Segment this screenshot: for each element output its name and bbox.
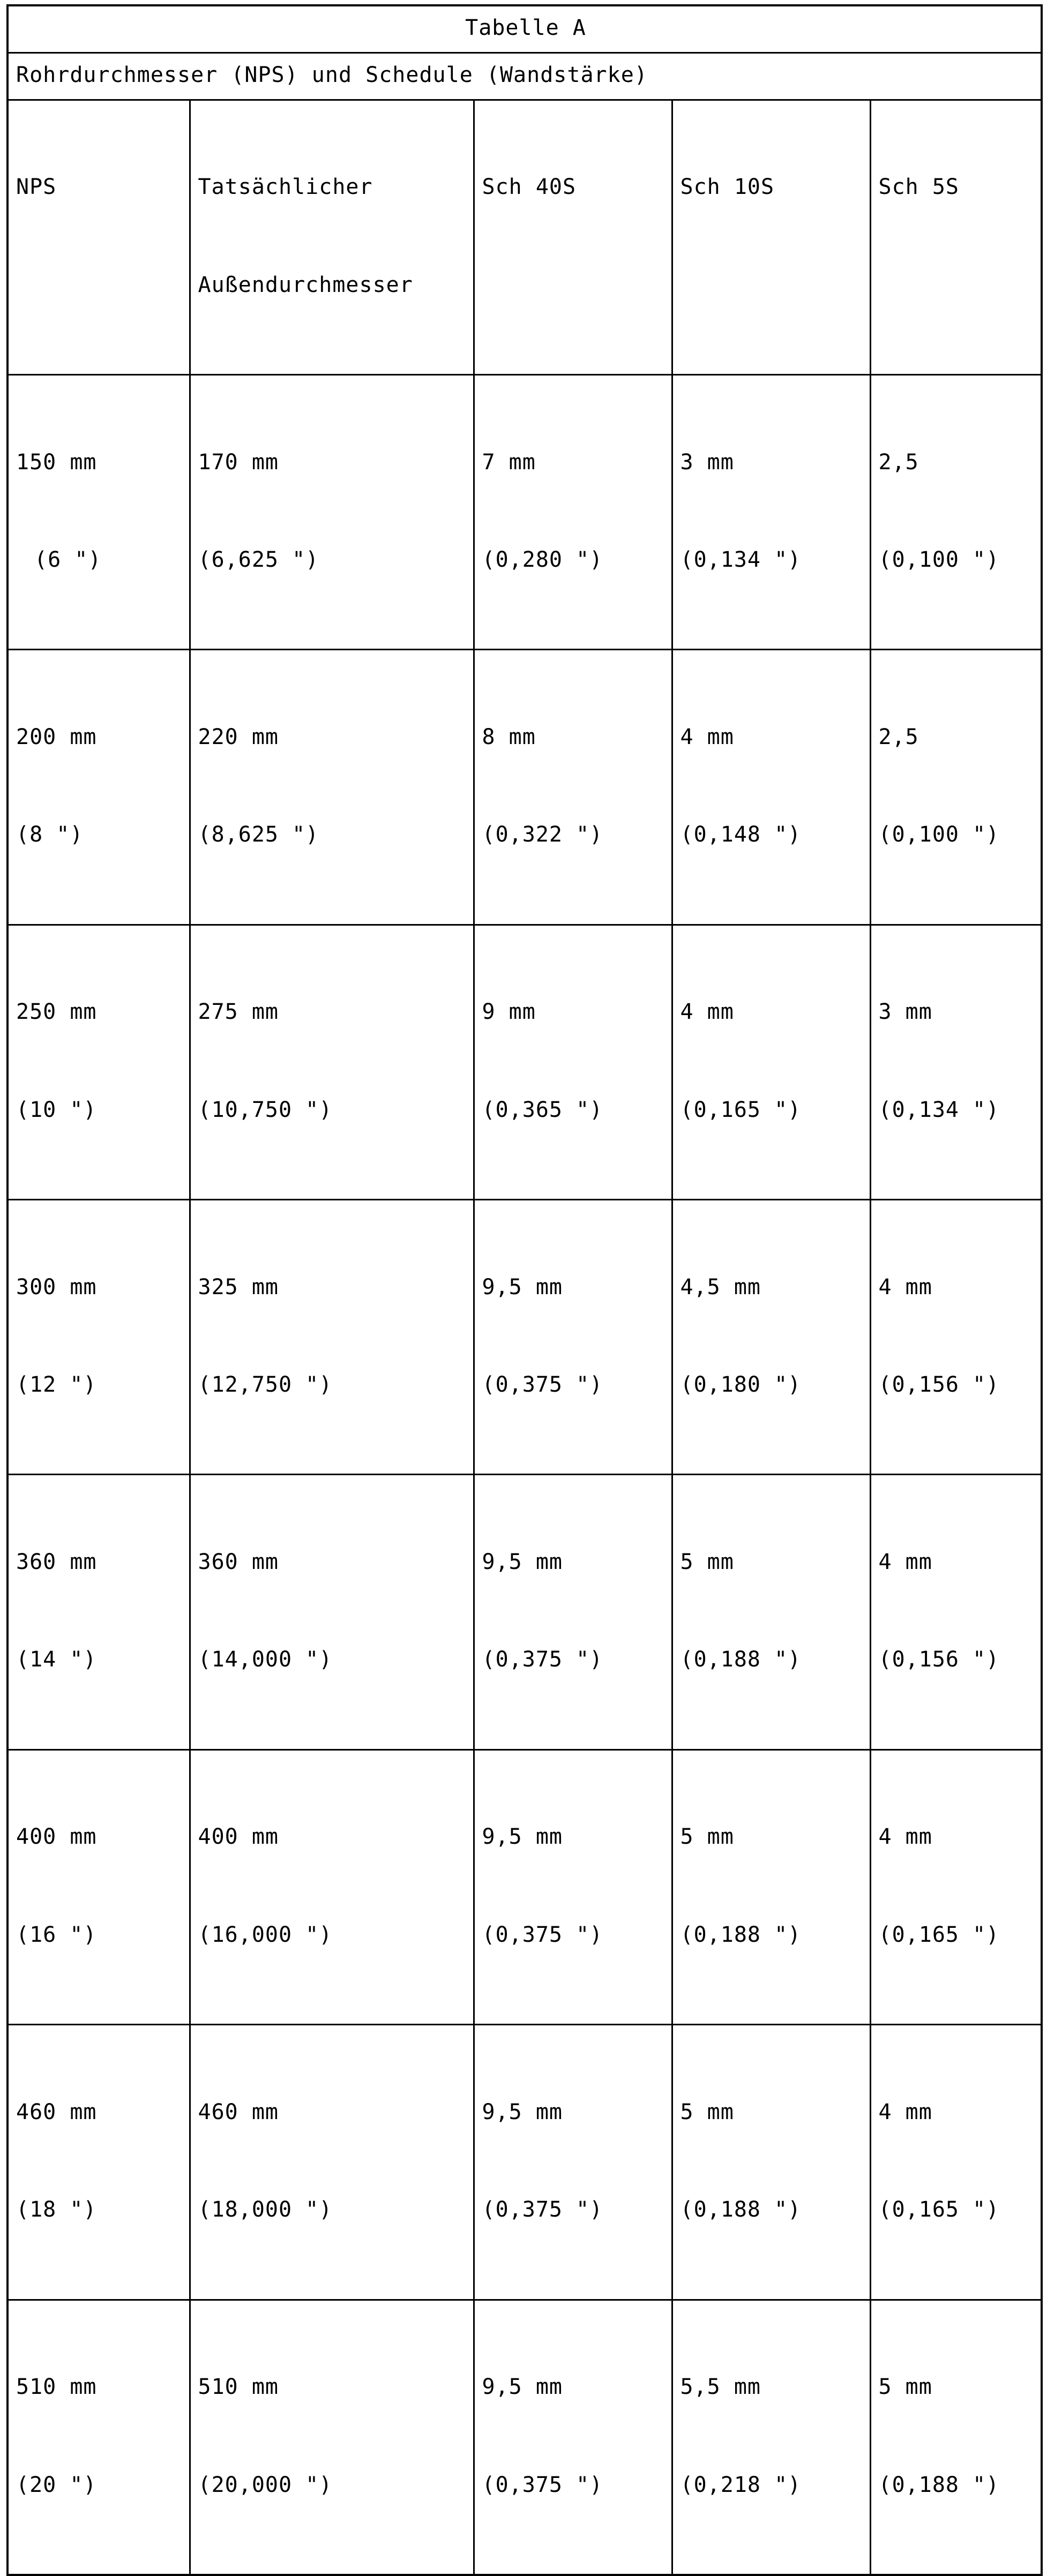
cell-od-in: (10,750 ")	[198, 1097, 333, 1122]
cell-sch40s-mm: 9,5 mm	[482, 1550, 563, 1575]
cell-od-in: (8,625 ")	[198, 822, 319, 847]
cell-od-in: (6,625 ")	[198, 547, 319, 572]
cell-sch40s-mm: 9,5 mm	[482, 2099, 563, 2124]
cell-sch40s	[474, 1749, 672, 2024]
cell-sch5s-mm: 4 mm	[878, 2099, 932, 2124]
cell-nps-mm: 200 mm	[16, 724, 97, 749]
cell-sch40s-mm: 7 mm	[482, 449, 536, 475]
cell-od	[190, 650, 474, 925]
cell-sch40s	[474, 1200, 672, 1475]
cell-nps	[8, 650, 190, 925]
column-header-sch40s-line1: Sch 40S	[482, 175, 577, 200]
cell-sch10s-mm: 4 mm	[680, 724, 734, 749]
cell-od-mm: 460 mm	[198, 2099, 279, 2124]
cell-sch40s-in: (0,375 ")	[482, 2197, 603, 2222]
cell-nps-mm: 360 mm	[16, 1550, 97, 1575]
cell-nps	[8, 1475, 190, 1749]
cell-nps-mm: 250 mm	[16, 1000, 97, 1025]
cell-sch40s-in: (0,375 ")	[482, 1922, 603, 1947]
cell-sch10s	[672, 1475, 870, 1749]
cell-sch5s	[870, 2025, 1042, 2300]
column-header-sch5s-line1: Sch 5S	[878, 175, 959, 200]
cell-sch5s-mm: 2,5	[878, 724, 919, 749]
column-header-sch40s	[474, 100, 672, 374]
cell-nps-in: (14 ")	[16, 1647, 97, 1672]
cell-sch10s-in: (0,134 ")	[680, 547, 802, 572]
column-header-nps-line1: NPS	[16, 175, 57, 200]
cell-od-mm: 170 mm	[198, 449, 279, 475]
cell-sch40s-in: (0,365 ")	[482, 1097, 603, 1122]
column-header-outer-diameter	[190, 100, 474, 374]
cell-sch5s-mm: 4 mm	[878, 1274, 932, 1300]
cell-sch40s-mm: 9,5 mm	[482, 1824, 563, 1850]
cell-sch10s-mm: 5,5 mm	[680, 2375, 761, 2400]
cell-sch5s-in: (0,156 ")	[878, 1372, 1000, 1398]
cell-sch10s	[672, 1200, 870, 1475]
table-row	[8, 2300, 1042, 2575]
cell-sch10s-mm: 3 mm	[680, 449, 734, 475]
column-header-sch10s-line1: Sch 10S	[680, 175, 775, 200]
column-header-sch10s	[672, 100, 870, 374]
cell-sch5s-mm: 5 mm	[878, 2375, 932, 2400]
cell-sch10s-mm: 5 mm	[680, 1824, 734, 1850]
cell-od-in: (16,000 ")	[198, 1922, 333, 1947]
cell-sch10s-in: (0,148 ")	[680, 822, 802, 847]
cell-od-in: (20,000 ")	[198, 2472, 333, 2497]
cell-nps-mm: 300 mm	[16, 1274, 97, 1300]
cell-od	[190, 2300, 474, 2575]
cell-sch40s-mm: 9,5 mm	[482, 2375, 563, 2400]
table-row	[8, 925, 1042, 1199]
table-row	[8, 374, 1042, 649]
cell-sch40s-in: (0,280 ")	[482, 547, 603, 572]
column-header-nps	[8, 100, 190, 374]
table-row	[8, 1749, 1042, 2024]
cell-nps-in: (16 ")	[16, 1922, 97, 1947]
cell-od	[190, 2025, 474, 2300]
cell-od	[190, 925, 474, 1199]
table-subtitle: Rohrdurchmesser (NPS) und Schedule (Wandstärke)	[8, 52, 1042, 100]
cell-sch5s	[870, 1200, 1042, 1475]
cell-nps	[8, 1200, 190, 1475]
cell-sch5s	[870, 925, 1042, 1199]
cell-sch5s-in: (0,134 ")	[878, 1097, 1000, 1122]
cell-sch5s-mm: 4 mm	[878, 1824, 932, 1850]
cell-od-in: (14,000 ")	[198, 1647, 333, 1672]
column-header-sch5s	[870, 100, 1042, 374]
cell-nps-mm: 460 mm	[16, 2099, 97, 2124]
cell-nps-mm: 510 mm	[16, 2375, 97, 2400]
cell-sch40s-mm: 9,5 mm	[482, 1274, 563, 1300]
cell-sch10s-in: (0,188 ")	[680, 2197, 802, 2222]
cell-od-mm: 360 mm	[198, 1550, 279, 1575]
cell-sch10s-in: (0,188 ")	[680, 1647, 802, 1672]
cell-sch5s-in: (0,165 ")	[878, 1922, 1000, 1947]
cell-sch5s-mm: 3 mm	[878, 1000, 932, 1025]
cell-nps-mm: 400 mm	[16, 1824, 97, 1850]
cell-od	[190, 1475, 474, 1749]
cell-sch40s-in: (0,375 ")	[482, 1647, 603, 1672]
cell-sch5s-mm: 2,5	[878, 449, 919, 475]
cell-od-in: (18,000 ")	[198, 2197, 333, 2222]
cell-od-in: (12,750 ")	[198, 1372, 333, 1398]
cell-sch10s	[672, 650, 870, 925]
cell-sch5s-in: (0,165 ")	[878, 2197, 1000, 2222]
cell-sch5s-in: (0,100 ")	[878, 547, 1000, 572]
cell-sch5s-mm: 4 mm	[878, 1550, 932, 1575]
cell-sch40s	[474, 2300, 672, 2575]
cell-sch40s-in: (0,375 ")	[482, 2472, 603, 2497]
cell-sch10s	[672, 1749, 870, 2024]
cell-sch40s	[474, 374, 672, 649]
table-subtitle-row	[8, 52, 1042, 100]
cell-sch10s	[672, 925, 870, 1199]
column-header-od-line1: Tatsächlicher	[198, 175, 373, 200]
cell-sch10s	[672, 2025, 870, 2300]
cell-sch5s	[870, 650, 1042, 925]
cell-od-mm: 220 mm	[198, 724, 279, 749]
cell-sch40s	[474, 1475, 672, 1749]
cell-sch5s	[870, 374, 1042, 649]
cell-sch40s	[474, 2025, 672, 2300]
cell-od-mm: 400 mm	[198, 1824, 279, 1850]
cell-sch5s-in: (0,100 ")	[878, 822, 1000, 847]
cell-nps-in: (20 ")	[16, 2472, 97, 2497]
cell-od-mm: 275 mm	[198, 1000, 279, 1025]
table-row	[8, 650, 1042, 925]
cell-sch5s	[870, 1749, 1042, 2024]
cell-sch40s	[474, 925, 672, 1199]
column-header-od-line2: Außendurchmesser	[198, 272, 413, 297]
cell-sch5s-in: (0,156 ")	[878, 1647, 1000, 1672]
pipe-schedule-table	[6, 4, 1043, 2576]
cell-sch40s-in: (0,375 ")	[482, 1372, 603, 1398]
cell-nps-in: (8 ")	[16, 822, 84, 847]
cell-sch10s	[672, 2300, 870, 2575]
cell-nps	[8, 2025, 190, 2300]
cell-sch10s-in: (0,218 ")	[680, 2472, 802, 2497]
cell-sch40s-in: (0,322 ")	[482, 822, 603, 847]
cell-sch10s	[672, 374, 870, 649]
cell-nps	[8, 374, 190, 649]
cell-sch10s-mm: 5 mm	[680, 1550, 734, 1575]
table-row	[8, 2025, 1042, 2300]
table-row	[8, 1475, 1042, 1749]
cell-od-mm: 325 mm	[198, 1274, 279, 1300]
cell-sch10s-in: (0,165 ")	[680, 1097, 802, 1122]
cell-nps-in: (10 ")	[16, 1097, 97, 1122]
cell-nps	[8, 2300, 190, 2575]
cell-sch10s-mm: 4 mm	[680, 1000, 734, 1025]
cell-od	[190, 374, 474, 649]
cell-sch40s-mm: 9 mm	[482, 1000, 536, 1025]
cell-sch5s-in: (0,188 ")	[878, 2472, 1000, 2497]
cell-nps	[8, 1749, 190, 2024]
cell-od-mm: 510 mm	[198, 2375, 279, 2400]
table-title: Tabelle A	[8, 5, 1042, 52]
cell-sch10s-mm: 5 mm	[680, 2099, 734, 2124]
cell-nps-mm: 150 mm	[16, 449, 97, 475]
cell-nps-in: (12 ")	[16, 1372, 97, 1398]
cell-nps-in: (6 ")	[34, 547, 102, 572]
cell-od	[190, 1749, 474, 2024]
cell-sch10s-in: (0,180 ")	[680, 1372, 802, 1398]
table-row	[8, 1200, 1042, 1475]
table-title-row	[8, 5, 1042, 52]
cell-nps	[8, 925, 190, 1199]
cell-sch10s-in: (0,188 ")	[680, 1922, 802, 1947]
cell-sch40s	[474, 650, 672, 925]
cell-od	[190, 1200, 474, 1475]
table-header-row	[8, 100, 1042, 374]
cell-sch40s-mm: 8 mm	[482, 724, 536, 749]
cell-nps-in: (18 ")	[16, 2197, 97, 2222]
cell-sch10s-mm: 4,5 mm	[680, 1274, 761, 1300]
cell-sch5s	[870, 1475, 1042, 1749]
cell-sch5s	[870, 2300, 1042, 2575]
